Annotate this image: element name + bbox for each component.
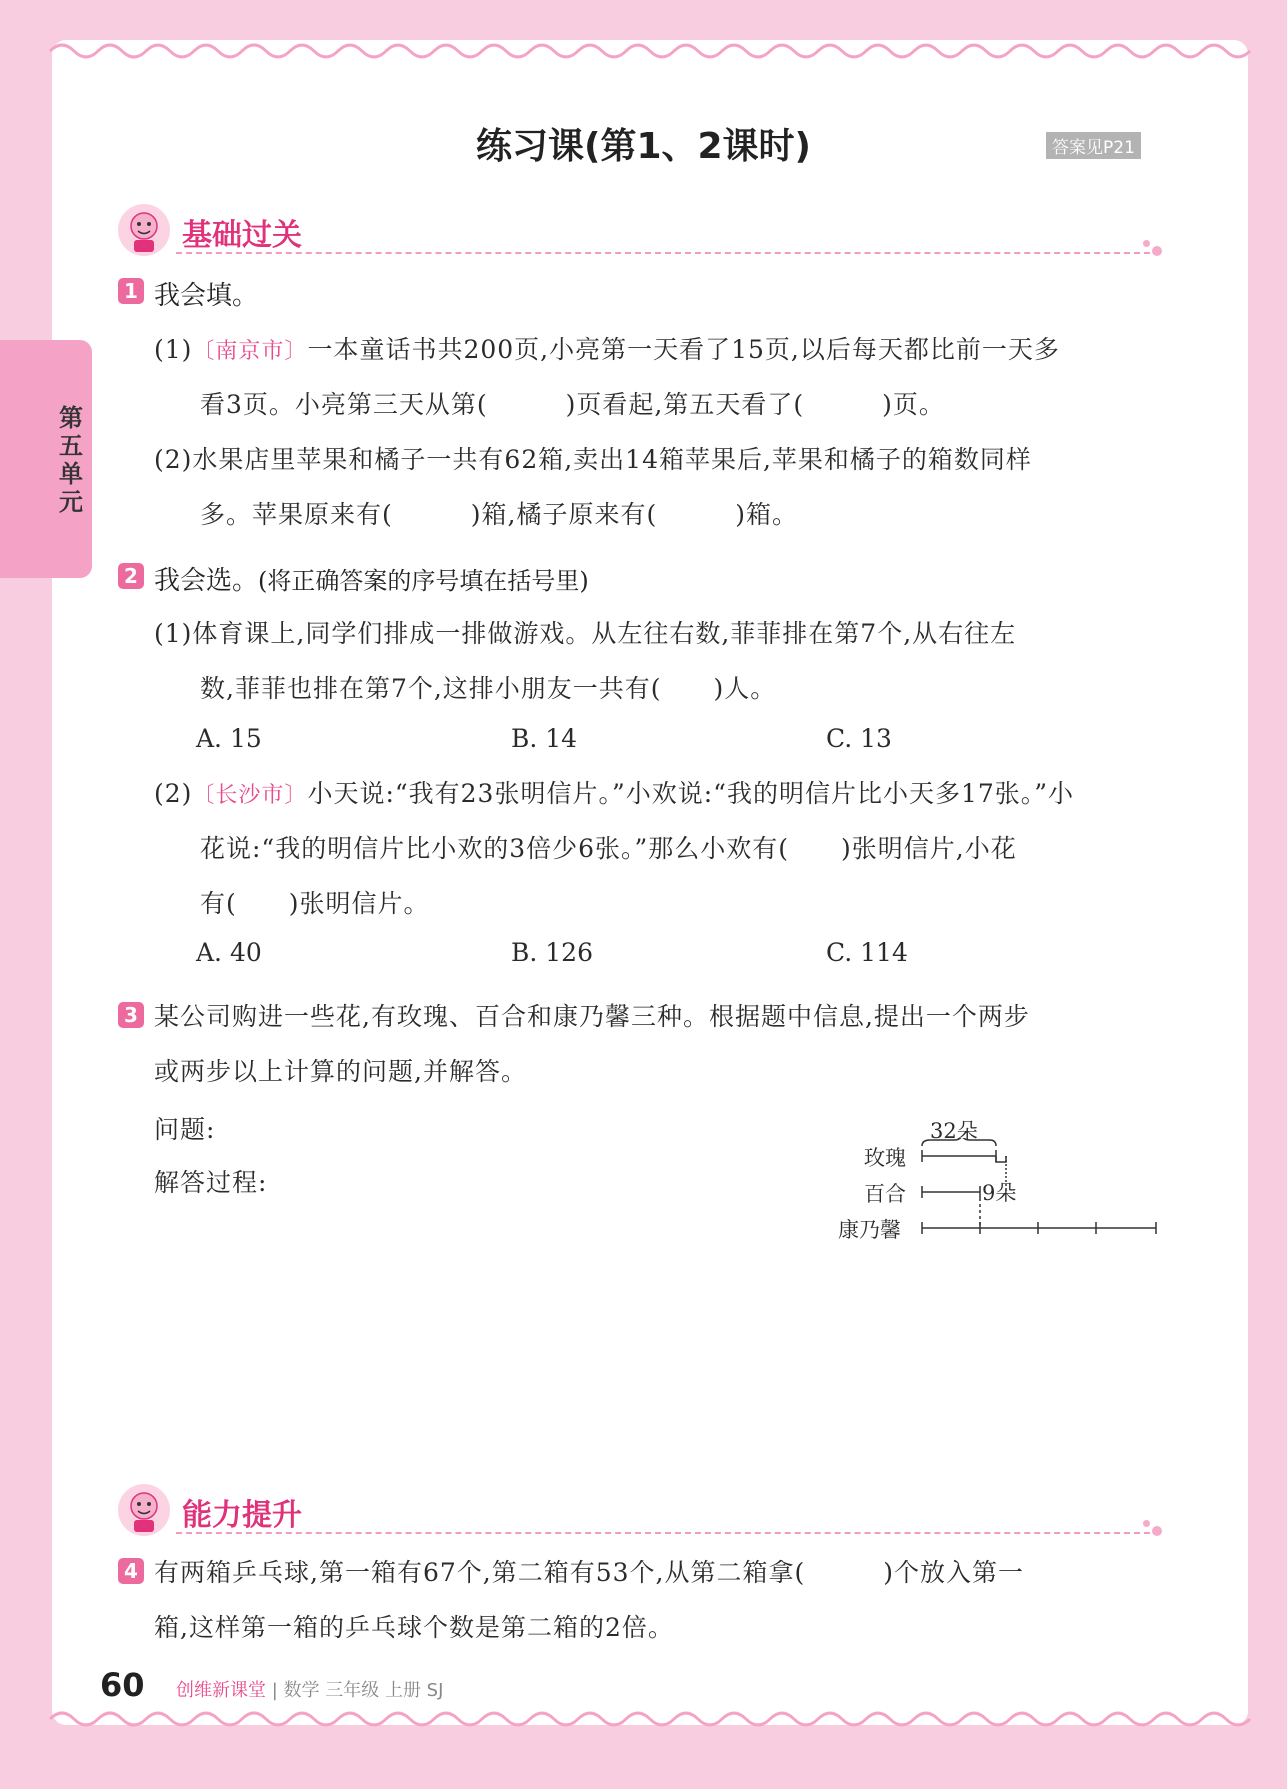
section-title-basic: 基础过关 xyxy=(182,218,302,253)
question-number-3: 3 xyxy=(118,1002,144,1028)
rose-bar xyxy=(922,1150,996,1162)
monkey-mascot-icon xyxy=(116,202,172,258)
footer-book-info: 数学 三年级 上册 SJ xyxy=(283,1680,444,1701)
q4-line2: 箱,这样第一箱的乒乓球个数是第二箱的2倍。 xyxy=(154,1613,674,1642)
q2-part2-line2: 花说:“我的明信片比小欢的3倍少6张。”那么小欢有( )张明信片,小花 xyxy=(200,834,1017,863)
footer-info: 创维新课堂 | 数学 三年级 上册 SJ xyxy=(176,1680,444,1701)
q1-part1-line1 xyxy=(154,330,1060,366)
footer-brand: 创维新课堂 xyxy=(176,1680,266,1701)
q1-part1-line2: 看3页。小亮第三天从第( )页看起,第五天看了( )页。 xyxy=(200,390,945,419)
q3-question-label: 问题: xyxy=(154,1115,216,1144)
decorative-dot xyxy=(1143,1520,1150,1527)
q2-part2-line1 xyxy=(154,774,1074,810)
decorative-dot xyxy=(1152,1526,1162,1536)
answer-reference-badge: 答案见P21 xyxy=(1046,132,1141,159)
question-number-1: 1 xyxy=(118,278,144,304)
diagram-diff-label: 9朵 xyxy=(982,1181,1017,1205)
question-1-title: 我会填。 xyxy=(154,281,259,311)
question-2-title xyxy=(154,560,589,597)
unit-tab-label: 第五单元 xyxy=(59,404,83,516)
section-divider xyxy=(176,252,1150,254)
q2-part2-choice-a[interactable]: A. 40 xyxy=(196,938,262,967)
carnation-bar xyxy=(922,1222,1156,1234)
city-tag-changsha: 〔长沙市〕 xyxy=(192,783,308,808)
q2-part1-choice-a[interactable]: A. 15 xyxy=(196,724,262,753)
q2-part2-choice-c[interactable]: C. 114 xyxy=(826,938,908,967)
decorative-dot xyxy=(1143,240,1150,247)
monkey-mascot-icon xyxy=(116,1482,172,1538)
section-divider xyxy=(176,1532,1150,1534)
q1-part2-line1: (2)水果店里苹果和橘子一共有62箱,卖出14箱苹果后,苹果和橘子的箱数同样 xyxy=(154,445,1032,474)
diagram-row-rose: 玫瑰 xyxy=(864,1146,906,1170)
decorative-dot xyxy=(1152,246,1162,256)
line-segment-diagram xyxy=(910,1138,1170,1238)
bottom-wave-border xyxy=(0,1704,1287,1734)
diagram-top-label: 32朵 xyxy=(930,1119,978,1143)
top-wave-border xyxy=(0,36,1287,66)
city-tag-nanjing: 〔南京市〕 xyxy=(192,339,308,364)
diagram-row-carnation: 康乃馨 xyxy=(838,1218,901,1242)
q2-part1-line2: 数,菲菲也排在第7个,这排小朋友一共有( )人。 xyxy=(200,674,777,703)
rose-extra xyxy=(996,1156,1006,1162)
top-brace xyxy=(922,1138,962,1146)
q1-part2-line2: 多。苹果原来有( )箱,橘子原来有( )箱。 xyxy=(200,500,798,529)
section-header-advanced xyxy=(116,1482,1166,1540)
q2-part2-line3: 有( )张明信片。 xyxy=(200,889,430,918)
q3-line1: 某公司购进一些花,有玫瑰、百合和康乃馨三种。根据题中信息,提出一个两步 xyxy=(154,1002,1030,1031)
question-2-title-text: 我会选。 xyxy=(154,566,259,596)
q2-part2-choice-b[interactable]: B. 126 xyxy=(511,938,593,967)
page-title: 练习课(第1、2课时) xyxy=(475,126,811,167)
question-number-4: 4 xyxy=(118,1558,144,1584)
lily-bar xyxy=(922,1186,980,1198)
q3-solution-label: 解答过程: xyxy=(154,1168,268,1197)
question-number-2: 2 xyxy=(118,563,144,589)
q2-part1-choice-b[interactable]: B. 14 xyxy=(511,724,578,753)
q1-part1-prefix: (1) xyxy=(154,335,193,364)
unit-side-tab xyxy=(0,340,92,578)
top-brace xyxy=(962,1138,996,1146)
q2-part1-line1: (1)体育课上,同学们排成一排做游戏。从左往右数,菲菲排在第7个,从右往左 xyxy=(154,619,1017,648)
section-title-advanced: 能力提升 xyxy=(182,1498,302,1533)
q3-line2: 或两步以上计算的问题,并解答。 xyxy=(154,1057,527,1086)
question-2-instruction: (将正确答案的序号填在括号里) xyxy=(258,567,589,595)
q2-part1-choice-c[interactable]: C. 13 xyxy=(826,724,892,753)
q4-line1: 有两箱乒乓球,第一箱有67个,第二箱有53个,从第二箱拿( )个放入第一 xyxy=(154,1558,1024,1587)
q2-part2-prefix: (2) xyxy=(154,779,193,808)
q2-part2-text: 小天说:“我有23张明信片。”小欢说:“我的明信片比小天多17张。”小 xyxy=(307,779,1075,808)
page-number: 60 xyxy=(100,1666,145,1704)
q1-part1-text: 一本童话书共200页,小亮第一天看了15页,以后每天都比前一天多 xyxy=(307,335,1060,364)
diagram-row-lily: 百合 xyxy=(864,1182,906,1206)
section-header-basic xyxy=(116,202,1166,260)
